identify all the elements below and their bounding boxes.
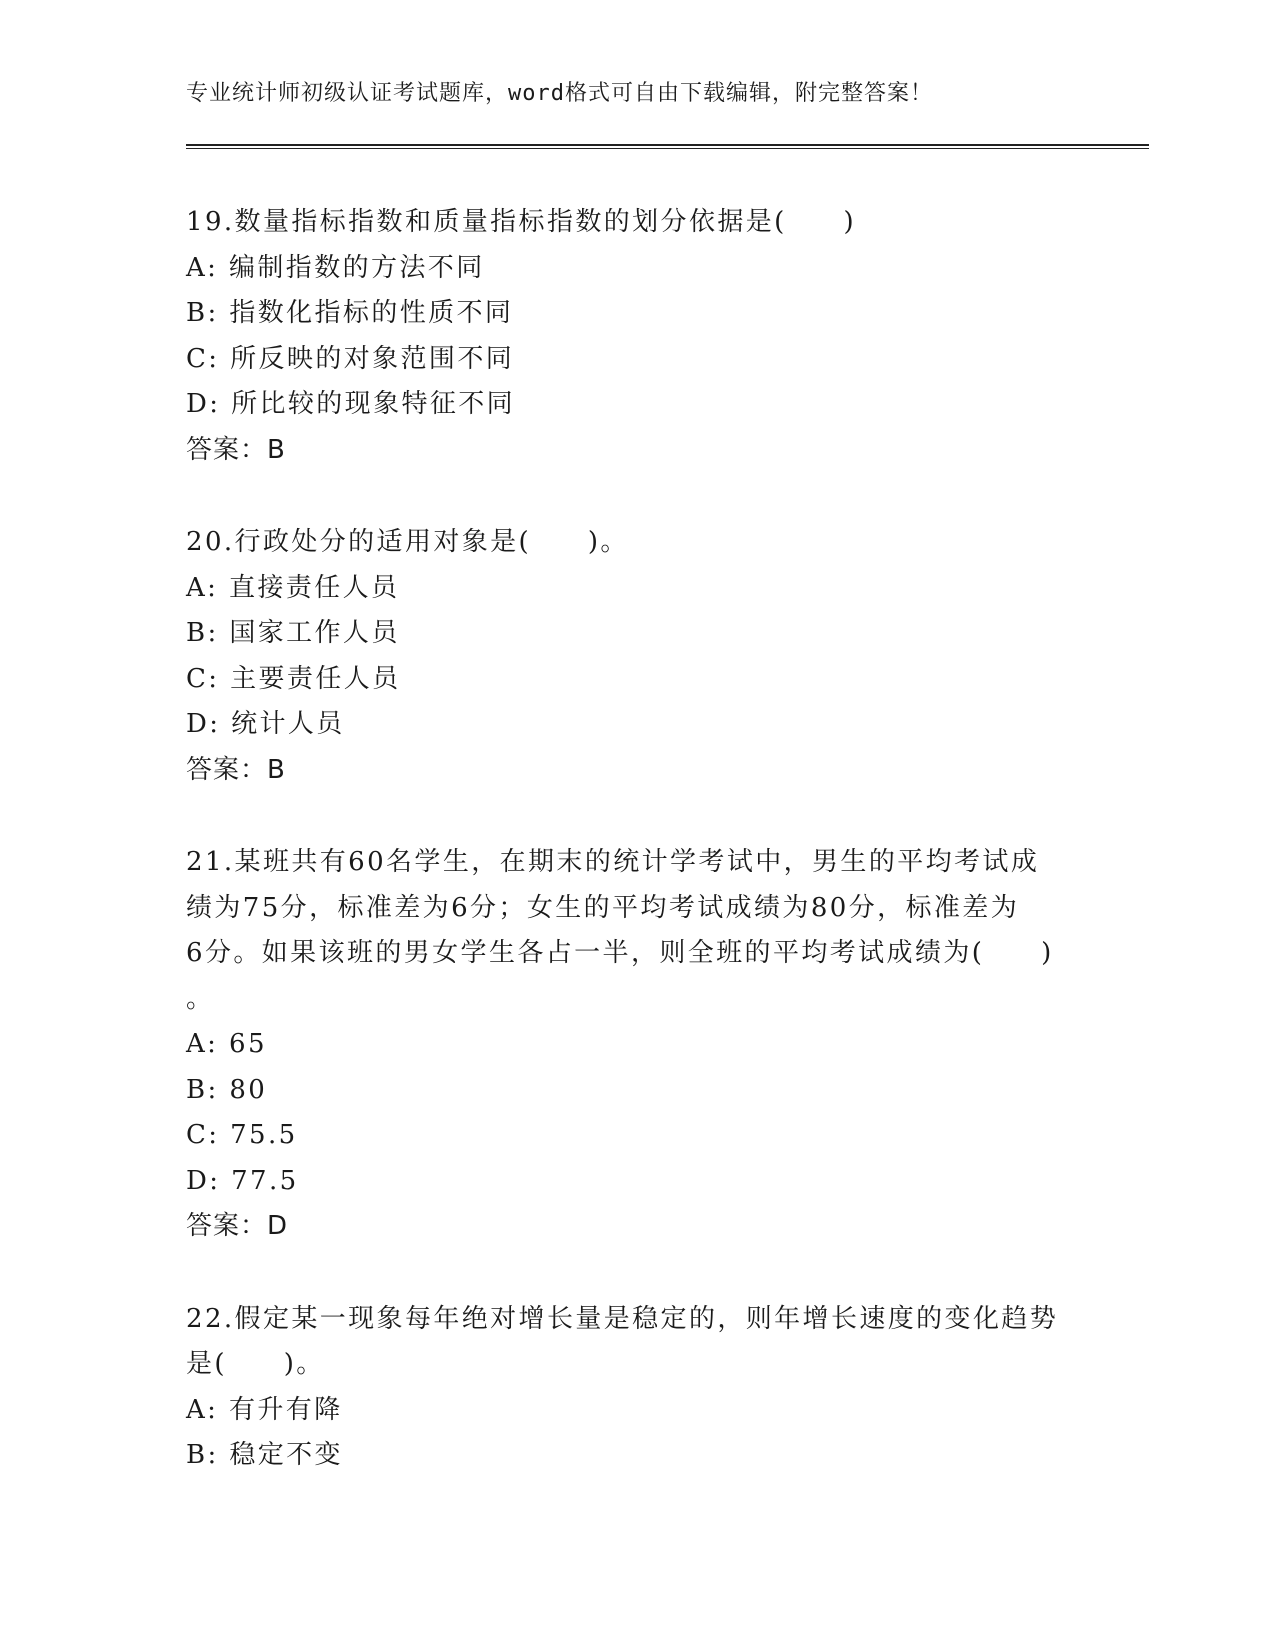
option-b: B: 国家工作人员: [186, 618, 400, 648]
answer: 答案：D: [186, 1211, 289, 1241]
option-c: C: 主要责任人员: [186, 663, 401, 694]
question-21: [186, 840, 1066, 1250]
stem-line: 是( )。: [186, 1349, 325, 1379]
question-stem: [186, 1297, 1066, 1388]
header-divider: [186, 144, 1149, 149]
stem-line: 21.某班共有60名学生，在期末的统计学考试中，男生的平均考试成: [186, 847, 1040, 877]
option-a: A: 有升有降: [186, 1394, 343, 1425]
option-b: B: 稳定不变: [186, 1440, 343, 1470]
stem-line: 绩为75分，标准差为6分；女生的平均考试成绩为80分，标准差为: [186, 892, 1020, 923]
option-b: B: 80: [186, 1074, 268, 1105]
stem-line: 22.假定某一现象每年绝对增长量是稳定的，则年增长速度的变化趋势: [186, 1303, 1059, 1334]
question-19: [186, 200, 1066, 473]
stem-line: 。: [186, 983, 215, 1014]
question-stem: [186, 200, 1066, 246]
option-d: D: 统计人员: [186, 709, 345, 739]
page-header: 专业统计师初级认证考试题库，word格式可自由下载编辑，附完整答案！: [186, 81, 933, 106]
question-22: [186, 1297, 1066, 1479]
stem-line: 19.数量指标指数和质量指标指数的划分依据是( ): [186, 207, 857, 237]
option-a: A: 65: [186, 1029, 267, 1059]
option-b: B: 指数化指标的性质不同: [186, 298, 514, 328]
question-stem: [186, 520, 1066, 566]
answer: 答案：B: [186, 434, 286, 465]
option-a: A: 编制指数的方法不同: [186, 252, 485, 283]
question-list: [186, 200, 1066, 1526]
stem-line: 6分。如果该班的男女学生各占一半，则全班的平均考试成绩为( ): [186, 938, 1054, 968]
answer: 答案：B: [186, 754, 286, 785]
stem-line: 20.行政处分的适用对象是( )。: [186, 527, 629, 557]
option-c: C: 75.5: [186, 1120, 298, 1150]
question-stem: [186, 840, 1066, 1022]
question-20: [186, 520, 1066, 793]
option-d: D: 所比较的现象特征不同: [186, 389, 516, 419]
option-d: D: 77.5: [186, 1165, 299, 1196]
option-c: C: 所反映的对象范围不同: [186, 343, 515, 374]
option-a: A: 直接责任人员: [186, 572, 400, 603]
